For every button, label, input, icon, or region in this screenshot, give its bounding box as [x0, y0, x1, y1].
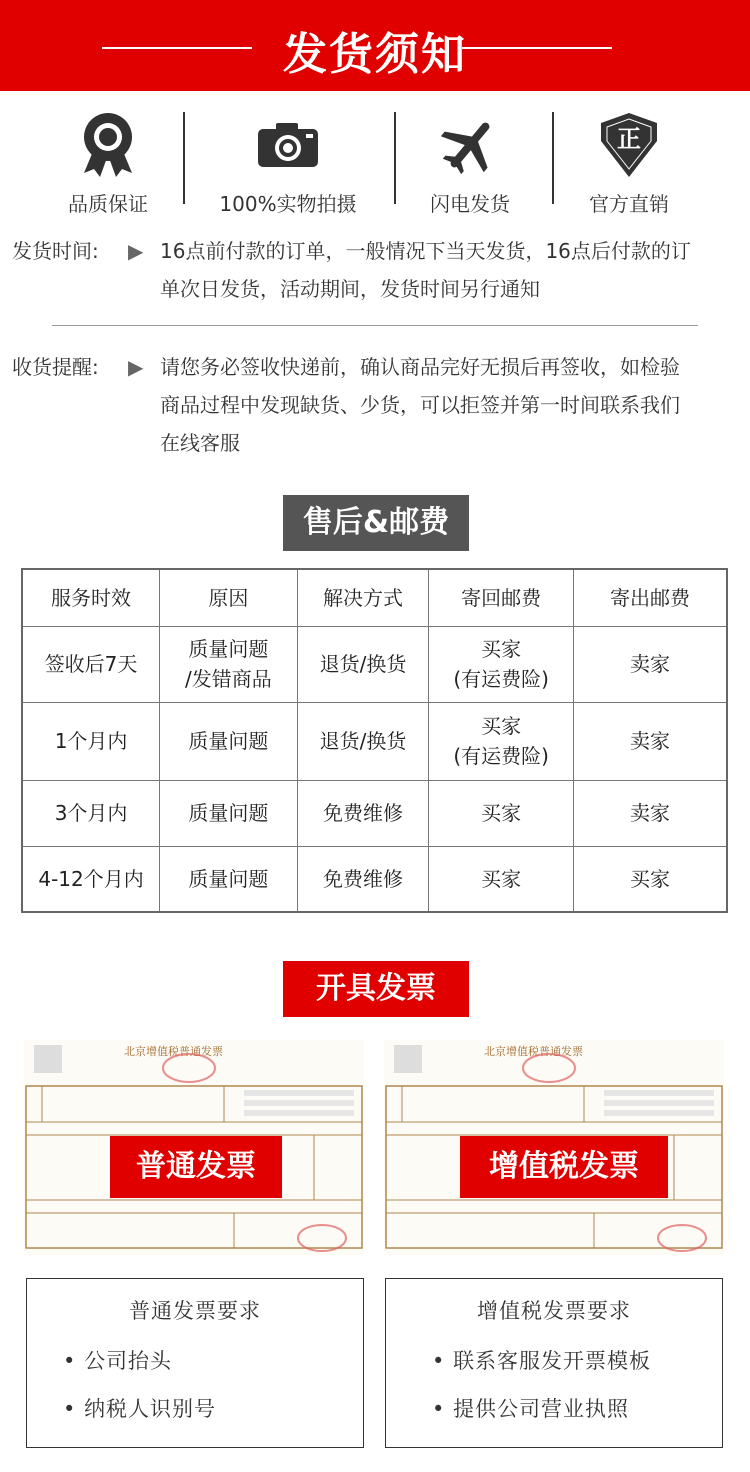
table-cell: 退货/换货: [297, 702, 429, 780]
requirements-title: 普通发票要求: [129, 1299, 261, 1323]
table-cell: 1个月内: [22, 702, 160, 780]
table-cell: 签收后7天: [22, 626, 160, 702]
requirements-normal: [26, 1278, 364, 1448]
table-cell: 3个月内: [22, 780, 160, 846]
notice-text: 请您务必签收快递前，确认商品完好无损后再签收，如检验 商品过程中发现缺货、少货，可以拒签并第一时间联系我们 在线客服: [160, 355, 680, 455]
table-cell: 退货/换货: [297, 626, 429, 702]
table-row: [22, 626, 727, 702]
invoice-title: 开具发票: [283, 961, 469, 1017]
list-item: • 公司抬头: [63, 1349, 173, 1373]
feature-label: 品质保证: [68, 192, 148, 216]
table-cell: 卖家: [573, 626, 727, 702]
page-title: 发货须知: [283, 29, 467, 80]
table-row: [22, 846, 727, 912]
table-cell: 免费维修: [297, 846, 429, 912]
table-cell: 4-12个月内: [22, 846, 160, 912]
svg-text:北京增值税普通发票: 北京增值税普通发票: [124, 1045, 223, 1058]
ribbon-badge-icon: [28, 110, 188, 180]
table-row: [22, 780, 727, 846]
airplane-icon: [390, 110, 550, 180]
divider: [183, 112, 185, 204]
requirements-title: 增值税发票要求: [477, 1299, 631, 1323]
list-item: • 联系客服发开票模板: [432, 1349, 652, 1373]
svg-text:北京增值税普通发票: 北京增值税普通发票: [484, 1045, 583, 1058]
table-cell: 卖家: [573, 780, 727, 846]
feature-photo: [208, 110, 368, 217]
table-header-cell: 寄回邮费: [429, 569, 574, 626]
table-header-row: [22, 569, 727, 626]
aftersale-title: 售后&邮费: [283, 495, 469, 551]
notice-receiving: [0, 348, 750, 462]
table-cell: 买家 (有运费险): [429, 626, 574, 702]
table-cell: 买家: [429, 846, 574, 912]
table-cell: 买家: [573, 846, 727, 912]
table-cell: 质量问题: [160, 780, 298, 846]
feature-quality: [28, 110, 188, 217]
invoice-badge: 普通发票: [110, 1136, 282, 1198]
arrow-right-icon: ▶: [128, 239, 144, 263]
header-banner: [0, 0, 750, 91]
requirements-vat: [385, 1278, 723, 1448]
feature-official: [549, 110, 709, 217]
svg-text:正: 正: [617, 125, 641, 153]
table-header-cell: 寄出邮费: [573, 569, 727, 626]
table-header-cell: 服务时效: [22, 569, 160, 626]
table-cell: 买家: [429, 780, 574, 846]
table-cell: 卖家: [573, 702, 727, 780]
notice-text: 16点前付款的订单，一般情况下当天发货，16点后付款的订 单次日发货，活动期间，发货时间另行通知: [160, 239, 691, 301]
table-header-cell: 解决方式: [297, 569, 429, 626]
notice-key: 收货提醒:: [12, 355, 99, 379]
feature-label: 闪电发货: [430, 192, 510, 216]
notice-key: 发货时间:: [12, 239, 99, 263]
table-cell: 质量问题: [160, 702, 298, 780]
table-header-cell: 原因: [160, 569, 298, 626]
table-cell: 买家 (有运费险): [429, 702, 574, 780]
invoice-sample-normal: [24, 1040, 364, 1255]
arrow-right-icon: ▶: [128, 355, 144, 379]
list-item: • 提供公司营业执照: [432, 1397, 630, 1421]
table-cell: 质量问题: [160, 846, 298, 912]
feature-label: 100%实物拍摄: [219, 192, 357, 216]
table-row: [22, 702, 727, 780]
aftersale-table: [21, 568, 728, 913]
divider: [52, 325, 698, 326]
list-item: • 纳税人识别号: [63, 1397, 217, 1421]
table-cell: 质量问题 /发错商品: [160, 626, 298, 702]
feature-label: 官方直销: [589, 192, 669, 216]
invoice-badge: 增值税发票: [460, 1136, 668, 1198]
camera-icon: [208, 110, 368, 180]
table-cell: 免费维修: [297, 780, 429, 846]
shield-icon: [549, 110, 709, 180]
notice-shipping-time: [0, 232, 750, 308]
feature-fast-delivery: [390, 110, 550, 217]
invoice-sample-vat: [384, 1040, 724, 1255]
